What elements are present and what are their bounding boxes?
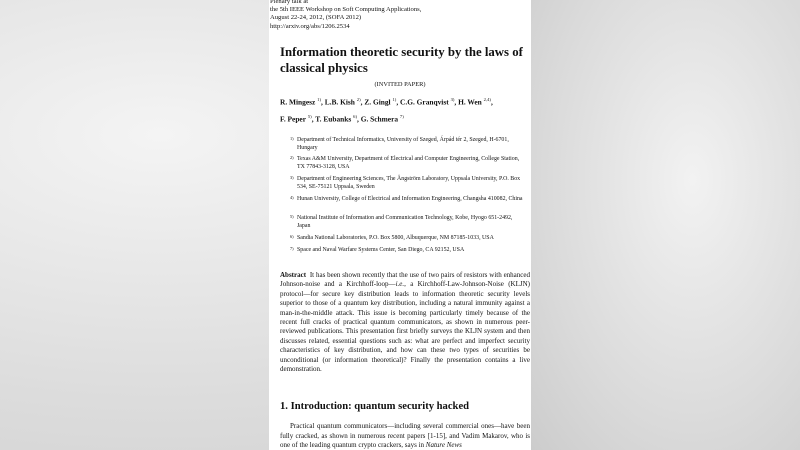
author-affiliation-mark: 7) [399,114,404,119]
background-right [531,0,800,450]
abstract-text: It has been shown recently that the use of two pairs of resistors with enhanced Johnson-noise and a Kirchhoff-loop— [280,271,531,289]
header-note [270,0,421,31]
abstract-text: , a Kirchhoff-Law-Johnson-Noise (KLJN) protocol—for secure key distribution leads to information theoretic security levels superior to those of a quantum key distribution, including a natural immunity against a man-in-the-middle attack. This issue is becoming particularly timely because of the recent full cracks of practical quantum communicators, as shown in numerous peer-reviewed publications. This presentation first briefly surveys the KLJN system and then discusses related, essential questions such as: what are perfect and imperfect security characteristics of key distribution, and how can these two types of securities be unconditional (or information theoretical)? Finally the presentation contains a live demonstration. [280,280,530,374]
author-affiliation-mark: 3) [450,97,455,102]
affiliation-text: Hunan University, College of Electrical and Information Engineering, Changsha 410082, China [297,196,523,202]
author-separator: , [321,97,323,107]
affiliation-text: Department of Technical Informatics, University of Szeged, Árpád tér 2, Szeged, H-6701, Hungary [297,137,509,151]
intro-paragraph [280,422,530,450]
author-separator: , [490,97,493,107]
header-note-line: Plenary talk at [270,0,309,5]
author-affiliation-mark: 5) [307,114,312,119]
abstract-italic: i.e. [395,280,405,289]
header-note-link[interactable]: http://arxiv.org/abs/1206.2534 [270,22,350,30]
author: L.B. Kish [324,97,355,107]
affiliation-number: 1) [290,136,294,141]
affiliation-number: 6) [290,234,294,239]
author-separator: , [396,97,399,107]
author: H. Wen [458,97,482,107]
affiliation-number: 2) [290,155,294,160]
author-affiliation-mark: 6) [353,114,357,119]
affiliation-number: 7) [290,246,294,251]
author: C.G. Granqvist [400,97,449,107]
author-separator: , [454,97,457,107]
author: Z. Gingl [364,97,391,107]
author-affiliation-mark: 1) [392,97,397,102]
affiliation-number: 3) [290,175,294,180]
abstract [280,271,530,374]
intro-text: Practical quantum communicators—including several commercial ones—have been fully cracked, as shown in numerous recent papers [1-15], and Vadim Makarov, who is one of the leading quantum crypto crackers, says in [280,422,530,450]
author-affiliation-mark: 1) [317,97,321,102]
affiliation-number: 5) [290,214,294,219]
authors-line-1 [280,97,525,106]
author-separator: , [360,97,363,107]
header-note-line: the 5th IEEE Workshop on Soft Computing Applications, [270,6,422,14]
author-separator: , [356,114,359,124]
author-affiliation-mark: 2,4) [483,97,491,102]
document-page [269,0,531,450]
authors-line-2 [280,114,525,123]
invited-label: (INVITED PAPER) [374,81,426,88]
author: R. Mingesz [280,97,316,107]
affiliation-text: National Institute of Information and Communication Technology, Kobe, Hyogo 651-2492, Japan [297,215,513,229]
intro-italic: Nature News [425,441,462,450]
abstract-label: Abstract [280,271,307,279]
author: G. Schmera [360,114,399,124]
affiliation-text: Sandia National Laboratories, P.O. Box 5800, Albuquerque, NM 87185-1033, USA [297,235,494,241]
author: T. Eubanks [315,114,352,124]
header-note-line: August 22-24, 2012, (SOFA 2012) [270,14,362,22]
section-heading: 1. Introduction: quantum security hacked [280,401,470,412]
author-separator: , [311,114,314,124]
affiliation-text: Texas A&M University, Department of Electrical and Computer Engineering, College Station, TX 77843-3128, USA [297,156,520,170]
affiliation-number: 4) [290,195,294,200]
affiliation-text: Space and Naval Warfare Systems Center, San Diego, CA 92152, USA [297,247,465,253]
author-affiliation-mark: 2) [356,97,361,102]
affiliation-text: Department of Engineering Sciences, The Ångström Laboratory, Uppsala University, P.O. Box 534, SE-75121 Uppsala, Sweden [297,176,521,190]
paper-title: Information theoretic security by the laws of classical physics [280,45,523,75]
author: F. Peper [280,114,306,124]
